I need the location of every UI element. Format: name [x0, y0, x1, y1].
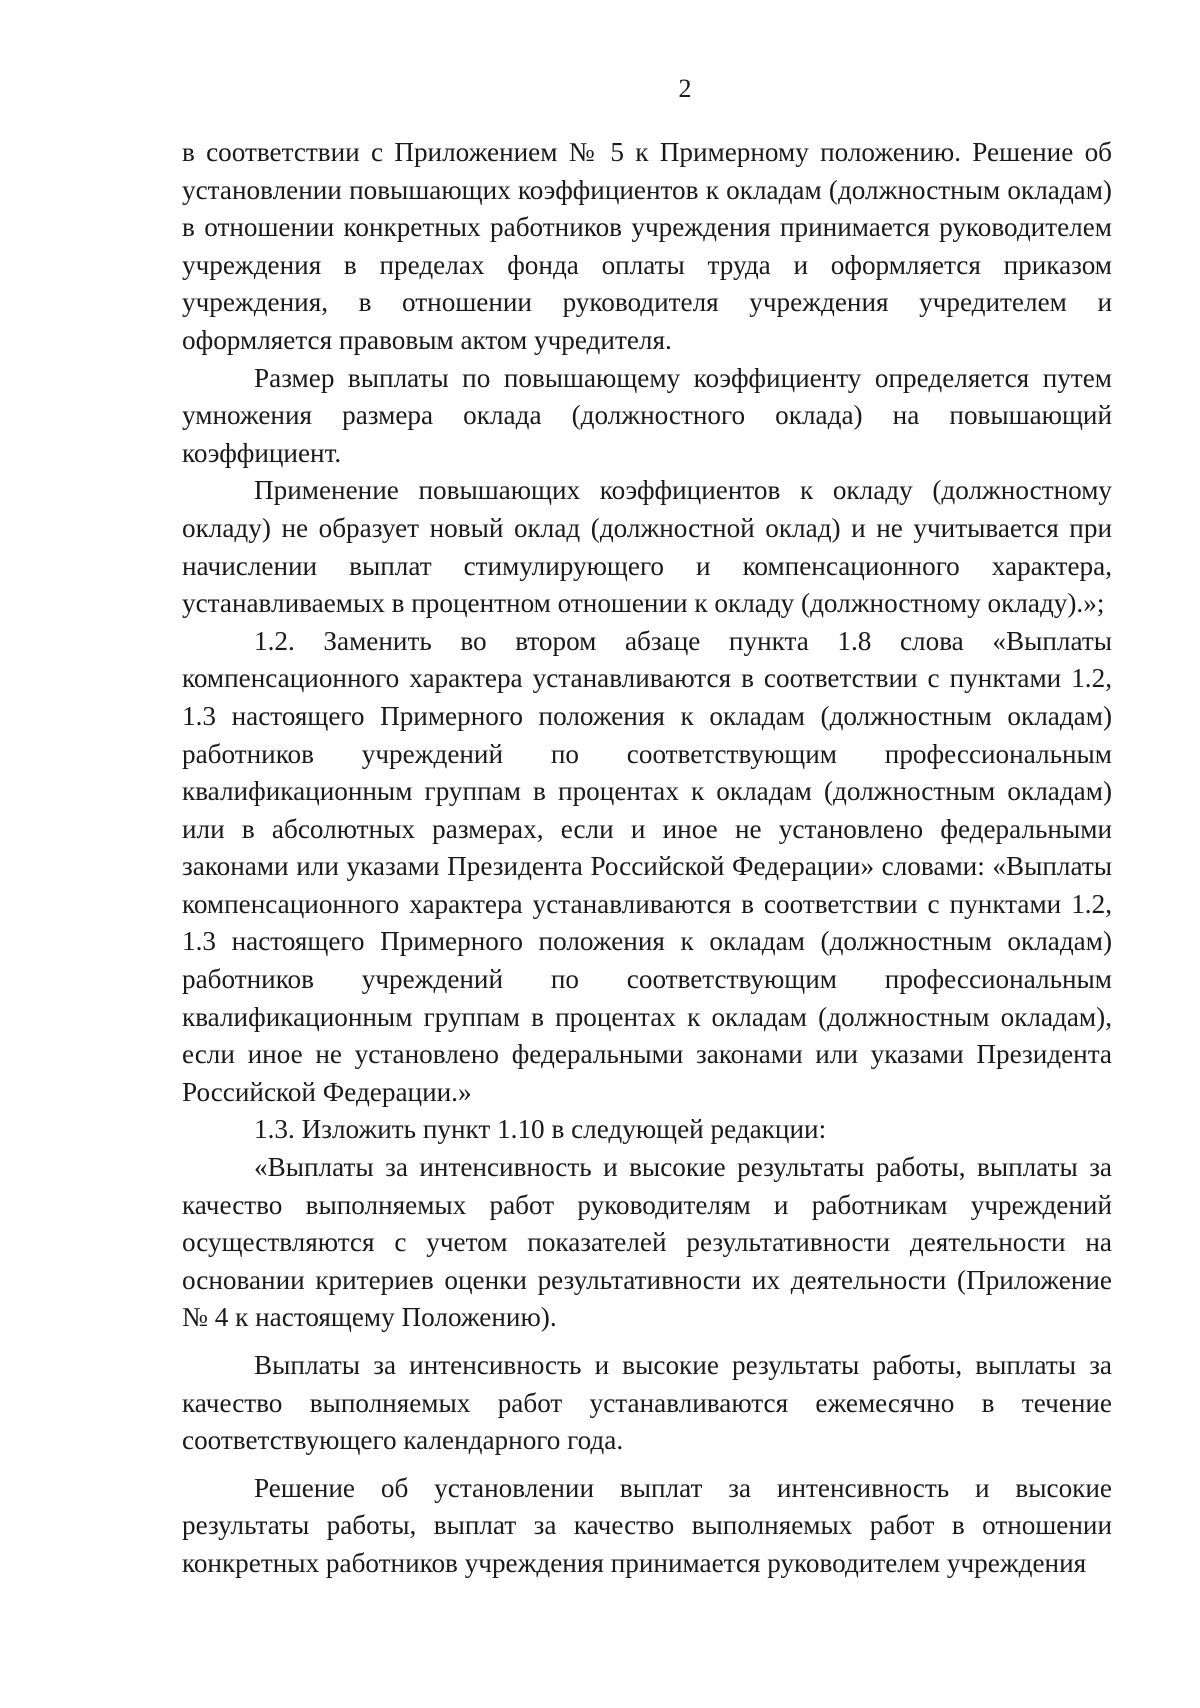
paragraph-1: в соответствии с Приложением № 5 к Примерному положению. Решение об установлении повышающих коэффициентов к окладам (должностным окладам) в отношении конкретных работников учреждения принимается руководителем учреждения в пределах фонда оплаты труда и оформляется приказом учреждения, в отношении руководителя учреждения учредителем и оформляется правовым актом учредителя. [182, 137, 1112, 355]
paragraph-2: Размер выплаты по повышающему коэффициенту определяется путем умножения размера оклада (должностного оклада) на повышающий коэффициент. [182, 362, 1112, 468]
paragraph-7: Выплаты за интенсивность и высокие результаты работы, выплаты за качество выполняемых работ устанавливаются ежемесячно в течение соответствующего календарного года. [182, 1350, 1112, 1456]
document-body [182, 134, 1112, 1583]
paragraph-4: 1.2. Заменить во втором абзаце пункта 1.8 слова «Выплаты компенсационного характера устанавливаются в соответствии с пунктами 1.2, 1.3 настоящего Примерного положения к окладам (должностным окладам) работников учреждений по соответствующим профессиональным квалификационным группам в процентах к окладам (должностным окладам) или в абсолютных размерах, если и иное не установлено федеральными законами или указами Президента Российской Федерации» словами: «Выплаты компенсационного характера устанавливаются в соответствии с пунктами 1.2, 1.3 настоящего Примерного положения к окладам (должностным окладам) работников учреждений по соответствующим профессиональным квалификационным группам в процентах к окладам (должностным окладам), если иное не установлено федеральными законами или указами Президента Российской Федерации.» [182, 625, 1112, 1107]
page-number: 2 [678, 74, 692, 103]
paragraph-3: Применение повышающих коэффициентов к окладу (должностному окладу) не образует новый оклад (должностной оклад) и не учитывается при начислении выплат стимулирующего и компенсационного характера, устанавливаемых в процентном отношении к окладу (должностному окладу).»; [182, 475, 1112, 619]
paragraph-6: «Выплаты за интенсивность и высокие результаты работы, выплаты за качество выполняемых работ руководителям и работникам учреждений осуществляются с учетом показателей результативности деятельности на основании критериев оценки результативности их деятельности (Приложение № 4 к настоящему Положению). [182, 1152, 1112, 1333]
paragraph-8: Решение об установлении выплат за интенсивность и высокие результаты работы, выплат за качество выполняемых работ в отношении конкретных работников учреждения принимается руководителем учреждения [182, 1472, 1112, 1578]
paragraph-5: 1.3. Изложить пункт 1.10 в следующей редакции: [254, 1114, 827, 1145]
